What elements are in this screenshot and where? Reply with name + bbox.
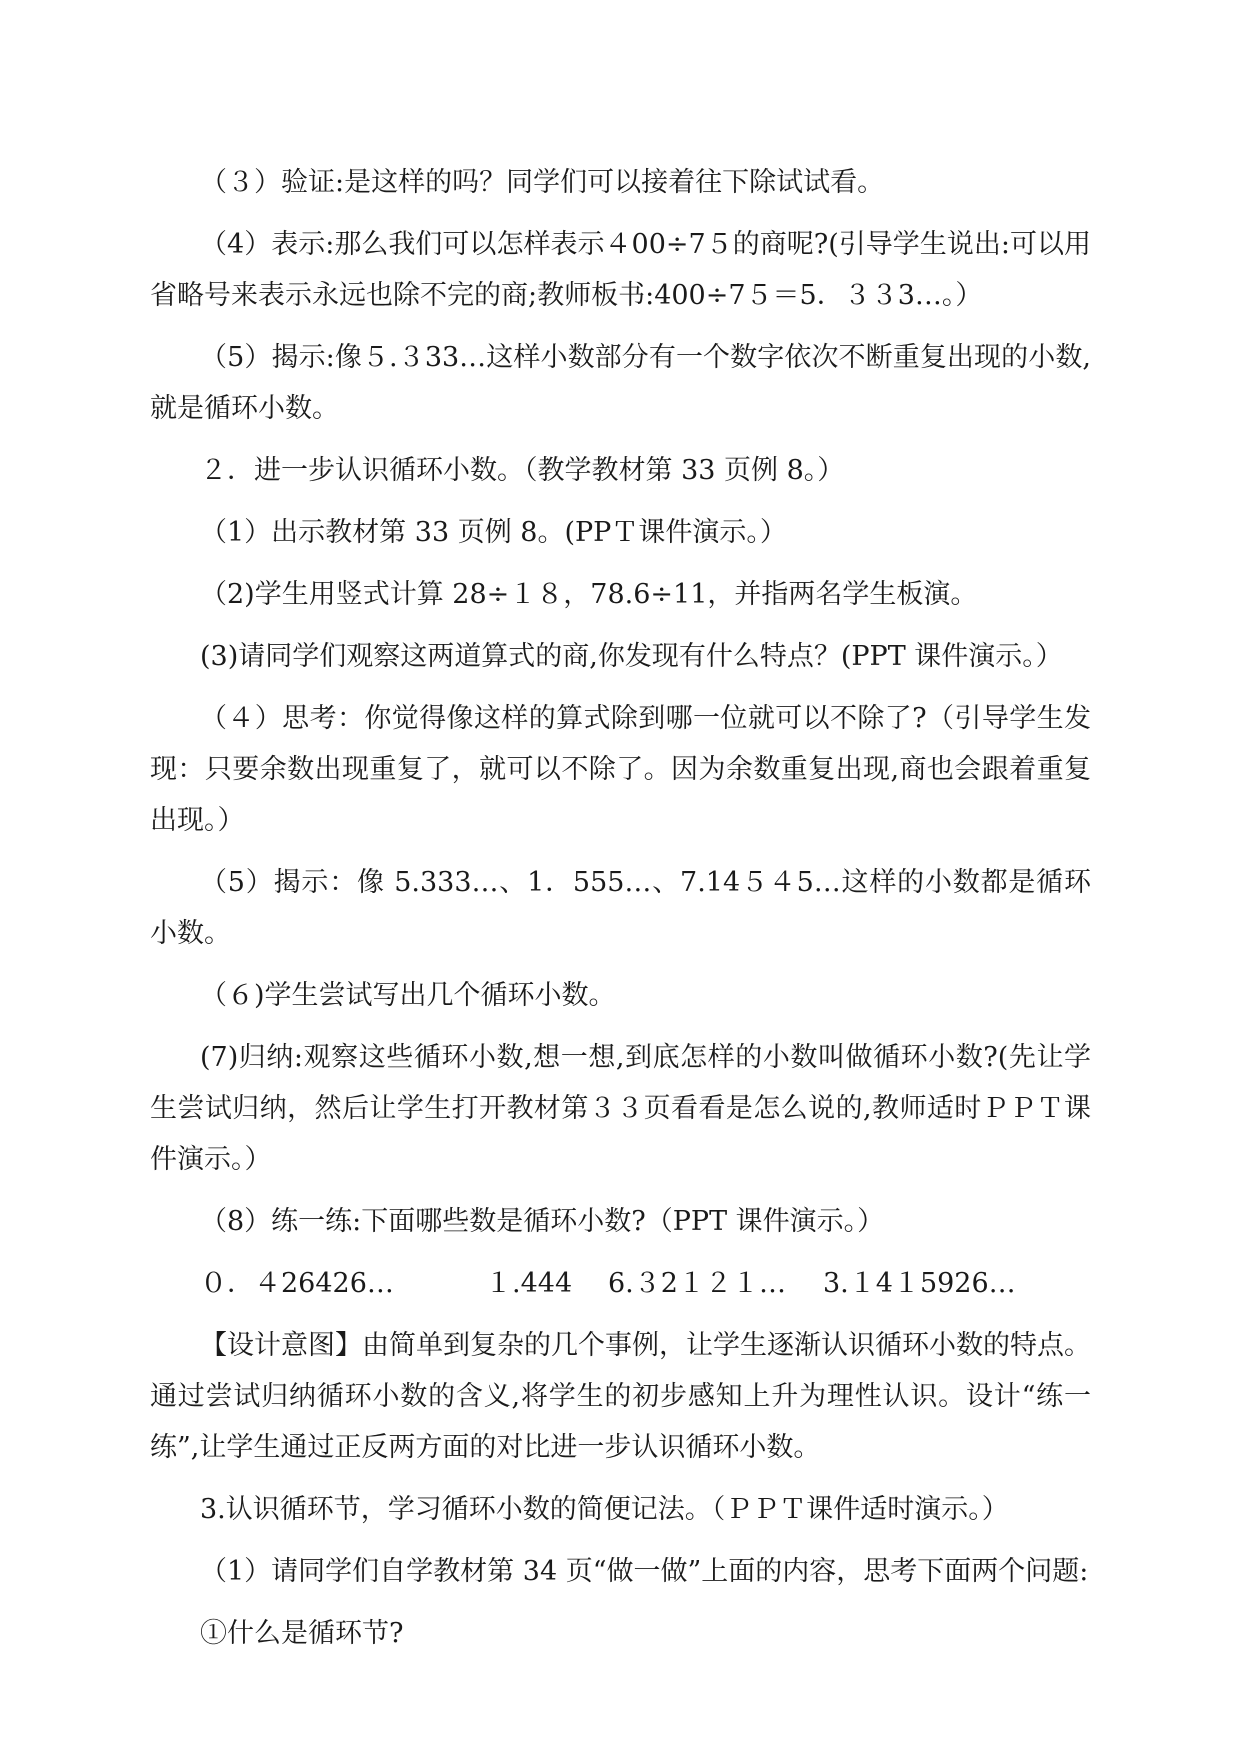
exercise-number-row — [150, 1258, 1091, 1309]
paragraph-practice: （8）练一练:下面哪些数是循环小数?（PPT 课件演示。） — [200, 1206, 885, 1237]
paragraph-represent: （4）表示:那么我们可以怎样表示４00÷7５的商呢?(引导学生说出:可以用省略号来表示永远也除不完的商;教师板书:400÷7５＝5．３３3…。） — [150, 229, 1091, 311]
exercise-number: １.444 — [485, 1268, 573, 1299]
paragraph-verify: （３）验证:是这样的吗？同学们可以接着往下除试试看。 — [200, 167, 885, 198]
exercise-number: ０．４26426… — [200, 1268, 394, 1299]
paragraph-vertical-calc: （2)学生用竖式计算 28÷１８，78.6÷11，并指两名学生板演。 — [200, 579, 978, 610]
paragraph-summarize: (7)归纳:观察这些循环小数,想一想,到底怎样的小数叫做循环小数?(先让学生尝试归纳，然后让学生打开教材第３３页看看是怎么说的,教师适时ＰＰＴ课件演示。） — [150, 1042, 1091, 1175]
paragraph-design-intent: 【设计意图】由简单到复杂的几个事例，让学生逐渐认识循环小数的特点。通过尝试归纳循环小数的含义,将学生的初步感知上升为理性认识。设计“练一练”,让学生通过正反两方面的对比进一步认识循环小数。 — [150, 1330, 1091, 1463]
paragraph-observe: (3)请同学们观察这两道算式的商,你发现有什么特点？(PPT 课件演示。） — [200, 641, 1063, 672]
exercise-number: 6.３2１２１… — [608, 1268, 786, 1299]
paragraph-self-study: （1）请同学们自学教材第 34 页“做一做”上面的内容，思考下面两个问题: — [200, 1556, 1089, 1587]
paragraph-reveal-definition: （5）揭示:像５.３33…这样小数部分有一个数字依次不断重复出现的小数,就是循环小数。 — [150, 342, 1091, 424]
section-heading-3: 3.认识循环节，学习循环小数的简便记法。（ＰＰＴ课件适时演示。） — [200, 1494, 1009, 1525]
paragraph-show-example: （1）出示教材第 33 页例 8。(PPＴ课件演示。） — [200, 517, 787, 548]
exercise-number: 3.１4１5926… — [823, 1268, 1016, 1299]
question-item-1: ①什么是循环节? — [200, 1618, 404, 1649]
paragraph-student-try: （６)学生尝试写出几个循环小数。 — [200, 980, 616, 1011]
paragraph-think: （４）思考：你觉得像这样的算式除到哪一位就可以不除了?（引导学生发现：只要余数出现重复了，就可以不除了。因为余数重复出现,商也会跟着重复出现。） — [150, 703, 1091, 836]
paragraph-reveal-examples: （5）揭示：像 5.333…、1．555…、7.14５４5…这样的小数都是循环小数。 — [150, 867, 1091, 949]
section-heading-2: ２．进一步认识循环小数。（教学教材第 33 页例 8。） — [200, 455, 845, 486]
